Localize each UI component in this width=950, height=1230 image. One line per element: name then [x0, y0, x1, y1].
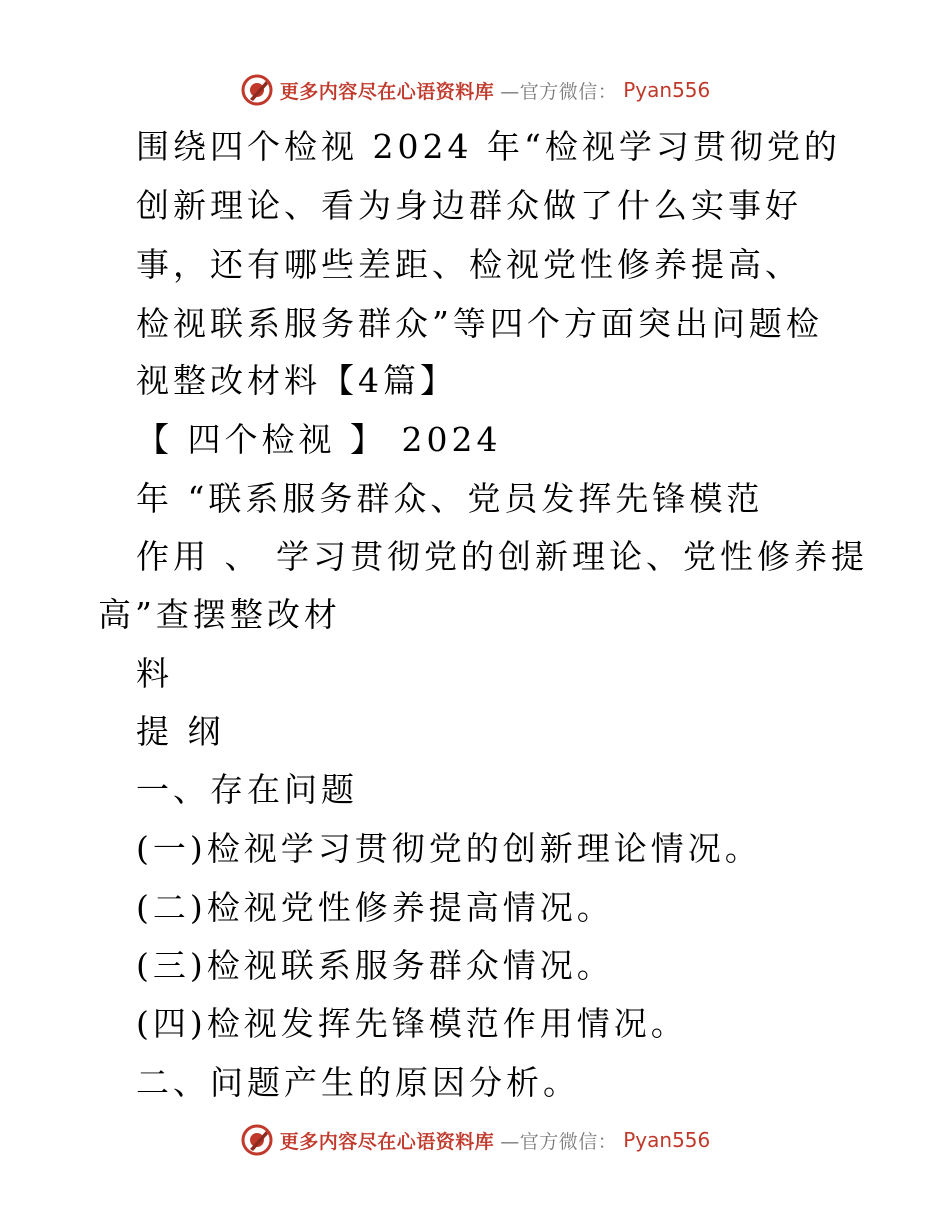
section-heading-1: 一、存在问题	[136, 770, 358, 809]
footer-watermark	[0, 1120, 950, 1160]
pen-nib-circle-icon	[240, 1123, 274, 1157]
title-line-4: 检视联系服务群众”等四个方面突出问题检	[136, 304, 823, 343]
subtitle-line-5: 料	[136, 654, 173, 693]
outline-item-4: (四)检视发挥先锋模范作用情况。	[136, 1004, 688, 1043]
watermark-brand-text: 更多内容尽在心语资料库	[279, 80, 495, 103]
subtitle-line-1: 【 四个检视 】 2024	[136, 420, 502, 459]
outline-item-3: (三)检视联系服务群众情况。	[136, 946, 614, 985]
subtitle-line-4: 高”查摆整改材	[98, 595, 341, 634]
pen-nib-circle-icon	[240, 73, 274, 107]
title-line-2: 创新理论、看为身边群众做了什么实事好	[136, 186, 802, 225]
title-line-3: 事，还有哪些差距、检视党性修养提高、	[136, 245, 802, 284]
section-heading-2: 二、问题产生的原因分析。	[136, 1063, 580, 1102]
watermark-brand-text: 更多内容尽在心语资料库	[279, 1130, 495, 1153]
outline-item-2: (二)检视党性修养提高情况。	[136, 888, 614, 927]
watermark-wechat-id: Pyan556	[623, 78, 711, 102]
subtitle-line-3: 作用 、 学习贯彻党的创新理论、党性修养提	[136, 537, 868, 576]
title-line-1: 围绕四个检视 2024 年“检视学习贯彻党的	[136, 127, 841, 166]
title-line-5: 视整改材料【4篇】	[136, 361, 457, 400]
watermark-wechat-id: Pyan556	[623, 1128, 711, 1152]
outline-heading: 提 纲	[136, 712, 225, 751]
subtitle-line-2: 年 “联系服务群众、党员发挥先锋模范	[136, 479, 764, 518]
outline-item-1: (一)检视学习贯彻党的创新理论情况。	[136, 829, 762, 868]
header-watermark	[0, 70, 950, 110]
watermark-separator-text: —官方微信：	[500, 80, 618, 103]
watermark-separator-text: —官方微信：	[500, 1130, 618, 1153]
